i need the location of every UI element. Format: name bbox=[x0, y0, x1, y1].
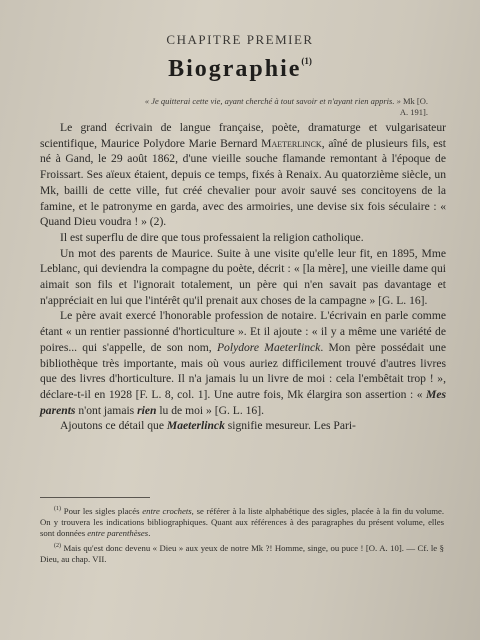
italic-run: Polydore Maeterlinck bbox=[216, 340, 321, 354]
title-footnote-ref: (1) bbox=[301, 56, 312, 66]
author-name: Maeterlinck bbox=[261, 136, 322, 150]
footnotes bbox=[40, 504, 444, 566]
text-run: , aîné de plusieurs fils, est né à Gand, le 29 août 1862, d'une vieille souche flamande remontant à l'époque de Froissart. Ses aïeux étaient, depuis ce temps, fixés à Renaix. Au quatorzième siècle, un Mk, bailli de cette ville, fut créé chevalier pour avoir sauvé ses concitoyens de la famine, et le patronyme en garda, avec des armoiries, une devise six fois séculaire : « Quand Dieu voudra ! » (2). bbox=[40, 136, 446, 229]
italic-run: Maeterlinck bbox=[166, 419, 225, 433]
paragraph bbox=[40, 120, 446, 230]
italic-run: entre crochets bbox=[142, 505, 192, 516]
text-run: Un mot des parents de Maurice. Suite à une visite qu'elle leur fit, en 1895, Mme Leblanc, qui deviendra la compagne du poète, décrit : « [la mère], une vieille dame qui aimait son fils et l'ignorait totalement, un père qui n'en savait pas davantage et n'appréciait en lui que l'intérêt qu'il prenait aux choses de la campagne » [G. L. 16]. bbox=[40, 246, 446, 307]
text-run: Le grand écrivain de langue française, poète, dramaturge et vulgarisateur scientifique, Maurice Polydore Marie Bernard bbox=[40, 121, 446, 150]
text-run: Pour les sigles placés bbox=[61, 505, 143, 516]
text-run: Ajoutons ce détail que bbox=[60, 419, 167, 433]
text-run: n'ont jamais bbox=[75, 403, 138, 417]
page-title bbox=[0, 56, 480, 83]
italic-run: rien bbox=[137, 403, 157, 417]
text-run: Le père avait exercé l'honorable profession de notaire. L'écrivain en parle comme étant « un rentier passionné d'horticulture ». Et il ajoute : « il y a même une variété de poires... qui s'appelle, de son nom, bbox=[40, 309, 446, 354]
chapter-heading: CHAPITRE PREMIER bbox=[166, 32, 314, 47]
paragraph bbox=[40, 230, 446, 246]
footnote bbox=[40, 541, 444, 565]
epigraph-quote: « Je quitterai cette vie, ayant cherché à tout savoir et n'ayant rien appris. » bbox=[144, 96, 401, 106]
italic-run: entre parenthèses bbox=[87, 528, 149, 539]
text-run: Il est superflu de dire que tous professaient la religion catholique. bbox=[60, 230, 364, 244]
text-run: , se référer à la liste alphabétique des sigles, placée à la fin du volume. On y trouvera les indications bibliographiques. Quant aux références à des paragraphes du présent volume, elles sont données bbox=[40, 505, 445, 539]
footnote bbox=[40, 504, 444, 540]
paragraph bbox=[40, 308, 446, 418]
title-text: Biographie bbox=[168, 56, 302, 82]
footnote-number: (2) bbox=[54, 542, 61, 549]
italic-run: Mes parents bbox=[40, 387, 446, 417]
epigraph-source: Mk [O. A. 191]. bbox=[399, 96, 428, 117]
text-run: Mais qu'est donc devenu « Dieu » aux yeux de notre Mk ?! Homme, singe, ou puce ! [O. A. 10]. — Cf. le § Dieu, au chap. VII. bbox=[40, 542, 444, 564]
text-run: signifie mesureur. Les Pari- bbox=[224, 419, 356, 433]
text-run: lu de moi » [G. L. 16]. bbox=[156, 403, 264, 417]
body-text bbox=[40, 120, 446, 434]
paragraph bbox=[40, 418, 446, 434]
text-run: . Mon père possédait une bibliothèque très importante, mais où vous auriez difficilement trouvé d'autres livres que des livres d'horticulture. Il n'a jamais lu un livre de moi : cela l'embêtait trop ! », déclare-t-il en 1928 [F. L. 8, col. 1]. Une autre fois, Mk élargira son assertion : « bbox=[40, 340, 447, 401]
footnote-divider bbox=[40, 497, 150, 498]
epigraph bbox=[138, 96, 428, 118]
paragraph bbox=[40, 246, 446, 309]
text-run: . bbox=[148, 528, 151, 539]
footnote-number: (1) bbox=[54, 506, 61, 512]
